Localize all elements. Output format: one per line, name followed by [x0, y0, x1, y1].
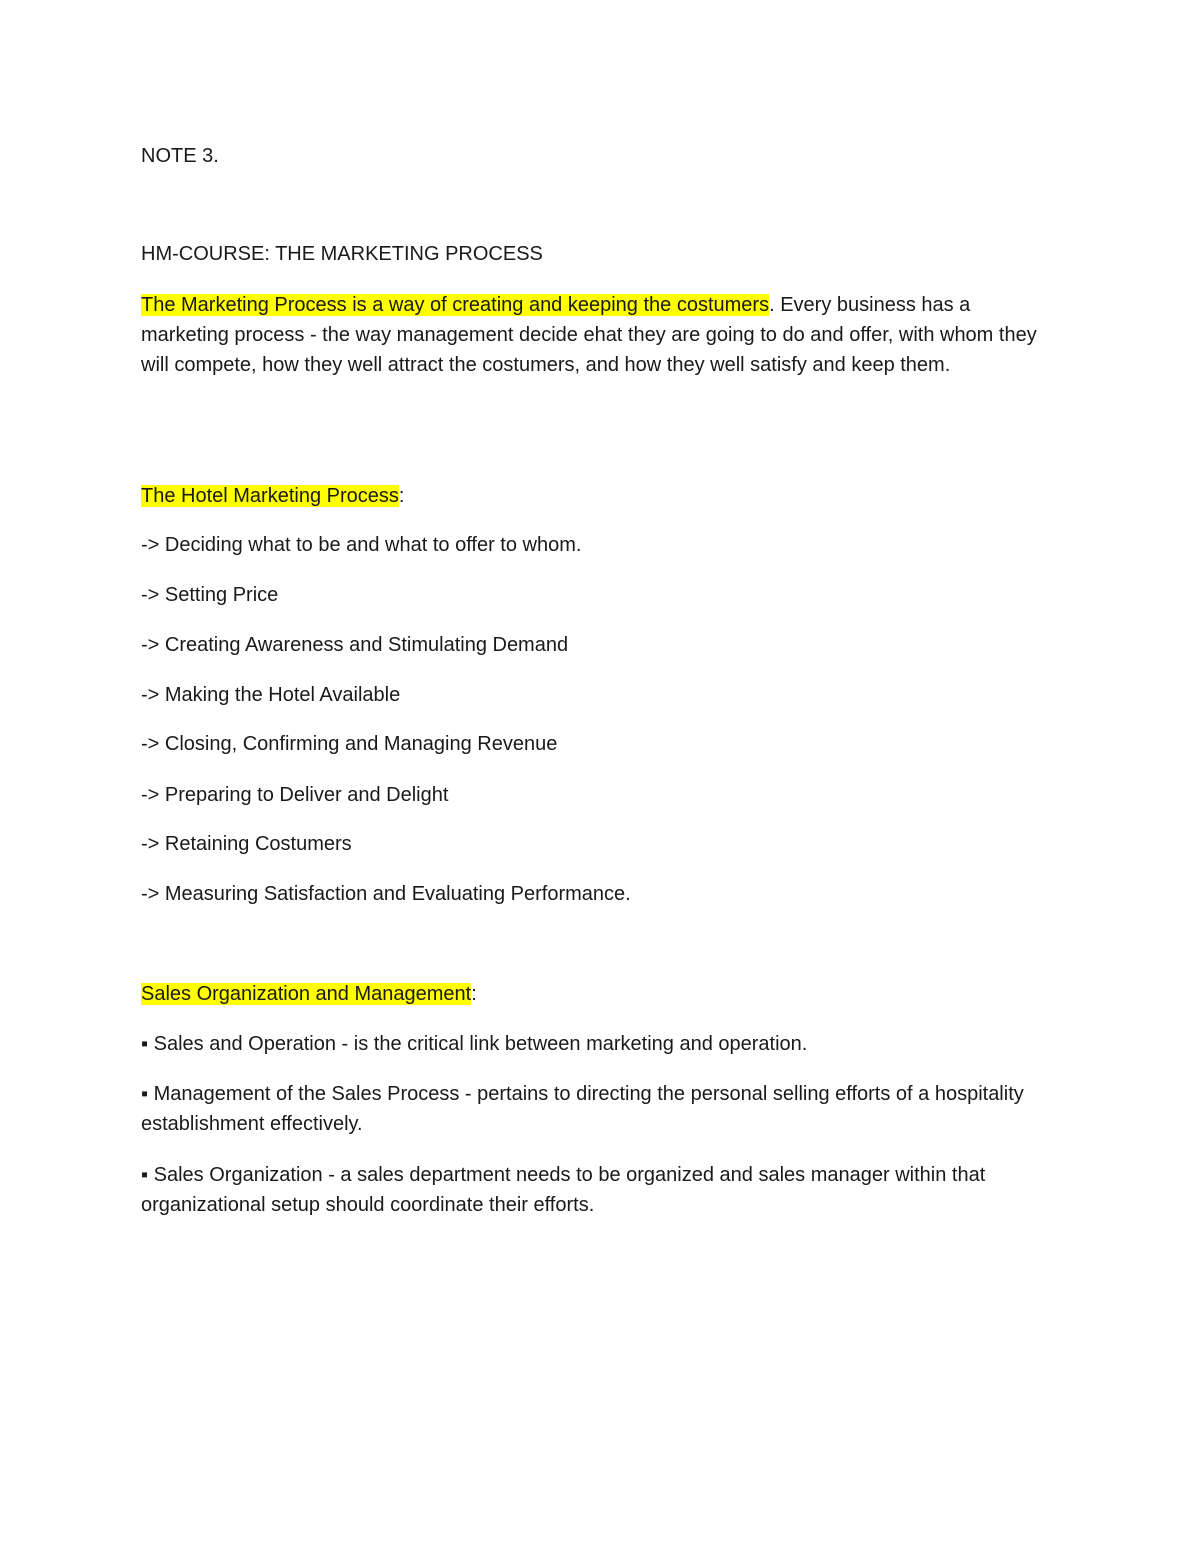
course-title: HM-COURSE: THE MARKETING PROCESS [141, 243, 543, 265]
sales-section-heading [141, 979, 1061, 1009]
sales-heading-suffix: : [471, 983, 477, 1005]
list-item: -> Deciding what to be and what to offer to whom. [141, 534, 582, 556]
intro-rest: . Every business has a marketing process - the way management decide ehat they are going to do and offer, with whom they will compete, how they well attract the costumers, and how they well satisfy and keep them. [141, 294, 1037, 376]
intro-paragraph [141, 290, 1061, 380]
list-item: -> Retaining Costumers [141, 833, 352, 855]
list-item: -> Closing, Confirming and Managing Revenue [141, 733, 558, 755]
intro-highlight: The Marketing Process is a way of creating and keeping the costumers [141, 294, 770, 316]
list-item: -> Preparing to Deliver and Delight [141, 784, 449, 806]
list-item: ▪ Sales and Operation - is the critical link between marketing and operation. [141, 1033, 808, 1055]
list-item: ▪ Sales Organization - a sales department needs to be organized and sales manager within that organizational setup should coordinate their efforts. [141, 1164, 986, 1216]
sales-heading-text: Sales Organization and Management [141, 983, 472, 1005]
list-item: -> Measuring Satisfaction and Evaluating Performance. [141, 883, 631, 905]
note-label: NOTE 3. [141, 145, 219, 167]
hotel-heading-suffix: : [398, 485, 405, 507]
list-item: ▪ Management of the Sales Process - pertains to directing the personal selling efforts of a hospitality establishment effectively. [141, 1083, 1024, 1135]
list-item: -> Creating Awareness and Stimulating Demand [141, 634, 569, 656]
hotel-heading-text: The Hotel Marketing Process [141, 485, 399, 507]
hotel-section-heading [141, 481, 1061, 511]
list-item: -> Setting Price [141, 584, 279, 606]
list-item: -> Making the Hotel Available [141, 684, 401, 706]
